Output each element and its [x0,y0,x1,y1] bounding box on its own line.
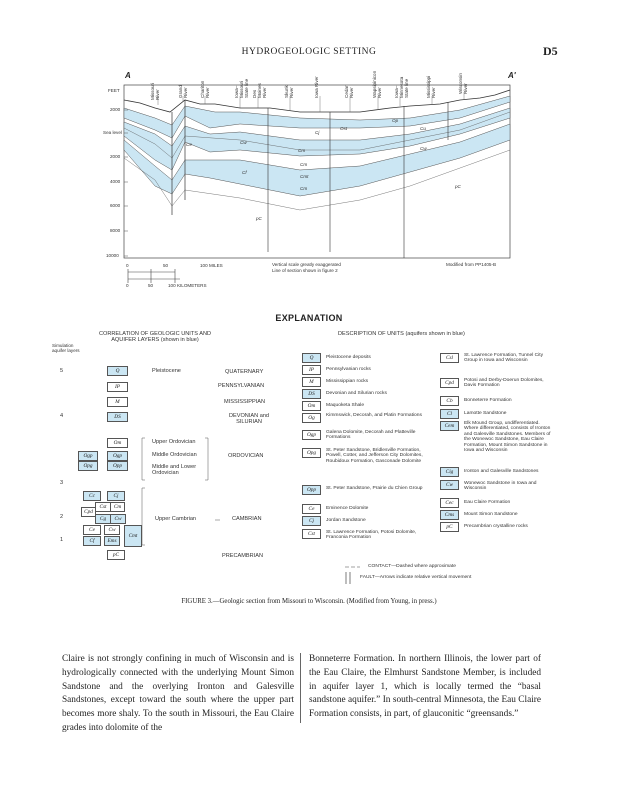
corr-box-ems: Ems [104,536,120,546]
desc-text: Bonneterre Formation [464,398,512,403]
scale-km-0: 0 [126,283,129,288]
corr-box-pc: pC [107,550,125,560]
column-divider [300,653,301,723]
layer-number: 5 [60,368,64,374]
body-column-2: Bonneterre Formation. In northern Illinois, the lower part of the Eau Claire, the Elmhurst Sandstone Member, is included in aquifer layer 1, which is locally termed the “basal sandstone aquifer.” In south-central Minnesota, the Eau Claire Formation consists, in part, of glauconitic “greensands.” [309,654,541,720]
desc-text: Devonian and Silurian rocks [326,391,387,396]
desc-code: Og [302,413,321,423]
corr-box-ce: Ce [83,525,101,535]
corr-box-cm: Cm [110,502,125,512]
modified-note: Modified from PP1405-B [446,262,497,267]
desc-code: Cl [440,409,459,419]
desc-text: Jordan Sandstone [326,518,366,523]
section-unit-label: Cm [300,186,308,191]
page-number: D5 [543,44,558,58]
epoch-label: Upper Cambrian [155,516,197,522]
scale-miles-50: 50 [163,263,169,268]
simulation-layers-label: Simulation aquifer layers [52,343,80,354]
corr-box-ip: IP [107,382,128,392]
layer-number: 1 [60,537,64,543]
desc-code: Cw [440,480,459,490]
desc-code: Opg [302,448,321,458]
epoch-label: Upper Ordovician [152,439,196,445]
corr-box-cst: Cst [95,502,111,512]
elev-tick: 10000 [106,253,119,258]
desc-text: Pennsylvanian rocks [326,367,371,372]
correlation-heading: CORRELATION OF GEOLOGIC UNITS AND AQUIFER LAYERS (shown in blue) [98,331,212,344]
corr-box-m: M [107,397,128,407]
desc-text: Eminence Dolomite [326,506,369,511]
corr-box-cc: Cc [83,491,101,501]
elev-unit: FEET [108,88,120,93]
corr-box-ds: DS [107,412,128,422]
desc-text: Eau Claire Formation [464,500,511,505]
figure-caption: FIGURE 3.—Geologic section from Missouri to Wisconsin. (Modified from Young, in press.) [181,598,437,605]
section-unit-label: Cm [298,148,306,153]
river-label: Mississippi River [426,75,437,98]
river-label: Iowa–Minnesota State line [394,76,410,98]
age-label: CAMBRIAN [232,516,262,522]
age-label: QUATERNARY [225,369,264,375]
river-label: Iowa River [314,76,319,98]
desc-text: Ironton and Galesville Sandstones [464,469,539,474]
scale-miles-100: 100 MILES [200,263,223,268]
section-unit-label: Cm [300,162,308,167]
desc-text: Elk Mound Group, undifferentiated. Where differentiated, consists of Ironton and Galesville Sandstones. Members of the Wonewoc Sandstone, Eau Claire Formation, Mount Simon Sandstone in Iowa and Wisconsin [464,421,551,454]
desc-text: Lamotte Sandstone [464,411,507,416]
desc-code: Csl [440,353,459,363]
scale-km-100: 100 KILOMETERS [168,283,207,288]
corr-box-q: Q [107,366,128,376]
corr-box-om: Om [107,438,128,448]
age-label: PRECAMBRIAN [222,553,264,559]
explanation-title: EXPLANATION [275,313,343,323]
section-unit-label: Op [392,118,399,123]
desc-text: St. Lawrence Formation, Tunnel City Group in Iowa and Wisconsin [464,353,544,364]
desc-code: IP [302,365,321,375]
section-unit-label: Cw [420,146,427,151]
desc-code: Q [302,353,321,363]
desc-text: St. Peter Sandstone, Prairie du Chien Group [326,486,423,491]
elev-tick: 4000 [110,179,121,184]
desc-text: Mount Simon Sandstone [464,512,518,517]
section-unit-label: Cj [315,130,320,135]
layer-number: 2 [60,514,64,520]
corr-box-opp: Opp [107,461,128,471]
corr-box-cpd: Cpd [81,507,96,517]
corr-box-ogp-2: Ogp [107,451,128,461]
layer-number: 3 [60,480,64,486]
elev-tick: 8000 [110,228,121,233]
corr-box-cmt: Cmt [124,525,142,547]
body-column-1: Claire is not strongly confining in much of Wisconsin and is hydrologically connected with the underlying Mount Simon Sandstone and the overlying Ironton and Galesville Sandstones, except toward the south where the upper part becomes more shaly. To the south in Missouri, the Eau Claire grades into dolomite of the [62,654,294,733]
section-unit-label: Cmt [300,174,309,179]
desc-text: Precambrian crystalline rocks [464,524,528,529]
fault-legend: FAULT—Arrows indicate relative vertical movement [360,575,472,580]
desc-text: St. Peter Sandstone, Bridlesville Formation, Powell, Cotter, and Jefferson City Dolomites, Roubidoux Formation, Gasconade Dolomite [326,448,423,464]
age-label: ORDOVICIAN [228,453,264,459]
corr-box-cw: Cw [110,514,126,524]
corr-box-cw-2: Cw [104,525,120,535]
section-unit-label: Cu [420,126,426,131]
epoch-label: Pleistocene [152,368,181,374]
corr-box-opg: Opg [78,461,98,471]
desc-code: Cj [302,516,321,526]
desc-code: Opp [302,485,321,495]
desc-code: Cb [440,396,459,406]
river-label: Des Moines River [252,83,268,98]
desc-code: Cms [440,510,459,520]
vertical-scale-note: Vertical scale greatly exaggerated [272,262,341,267]
desc-code: Cig [440,467,459,477]
desc-code: Ogp [302,430,321,440]
line-of-section-note: Line of section shown in figure 2 [272,268,338,273]
corr-box-cg: Cg [95,514,111,524]
contact-legend: CONTACT—Dashed where approximate [368,564,456,569]
desc-text: St. Lawrence Formation, Potosi Dolomite, Franconia Formation [326,530,417,541]
desc-text: Potosi and Derby-Doerun Dolomites, Davis Formation [464,378,544,389]
corr-box-cf: Cf [83,536,101,546]
desc-text: Maquoketa Shale [326,403,365,408]
desc-code: Cpd [440,378,459,388]
layer-number: 4 [60,413,64,419]
desc-text: Kimmswick, Decorah, and Platin Formations [326,413,422,418]
elev-tick: 2000 [110,107,121,112]
desc-code: DS [302,389,321,399]
desc-code: Om [302,401,321,411]
desc-text: Pleistocene deposits [326,355,371,360]
desc-code: Cem [440,421,459,431]
section-unit-label: Cw [240,140,247,145]
section-unit-label: Ost [340,126,348,131]
running-title: HYDROGEOLOGIC SETTING [241,47,377,57]
section-unit-label: pC [256,216,262,221]
desc-code: Cec [440,498,459,508]
scale-km-50: 50 [148,283,154,288]
epoch-label: Middle Ordovician [152,452,197,458]
corr-box-ogp: Ogp [78,451,98,461]
river-label: Chariton River [200,80,211,98]
desc-code: Ce [302,504,321,514]
river-label: Iowa–Missouri State line [234,78,250,98]
epoch-label: Middle and Lower Ordovician [152,464,197,477]
section-unit-label: pC [455,184,461,189]
desc-code: M [302,377,321,387]
desc-text: Galena Dolomite, Decorah and Platteville Formations [326,430,416,441]
elev-tick: 6000 [110,203,121,208]
river-label: Missouri River [150,82,161,100]
age-label: DEVONIAN and SILURIAN [228,413,270,426]
desc-code: pC [440,522,459,532]
elev-tick: 2000 [110,154,121,159]
elev-tick: Sea level [103,130,122,135]
description-heading: DESCRIPTION OF UNITS (aquifers shown in blue) [338,331,465,337]
desc-text: Wonewoc Sandstone in Iowa and Wisconsin [464,481,537,492]
river-label: Wapsipinicon River [372,70,383,98]
age-label: PENNSYLVANIAN [218,383,265,389]
desc-text: Mississippian rocks [326,379,369,384]
age-label: MISSISSIPPIAN [224,399,266,405]
river-label: Skunk River [284,85,295,98]
section-unit-label: Ce [186,142,192,147]
corr-box-cj: Cj [107,491,125,501]
scale-miles-0: 0 [126,263,129,268]
section-label-a-prime: A' [508,71,516,80]
river-label: Grand River [178,85,189,98]
desc-code: Cst [302,529,321,539]
section-label-a: A [125,71,131,80]
river-label: Wisconsin River [458,73,469,94]
river-label: Cedar River [344,85,355,98]
section-unit-label: Cf [242,170,247,175]
